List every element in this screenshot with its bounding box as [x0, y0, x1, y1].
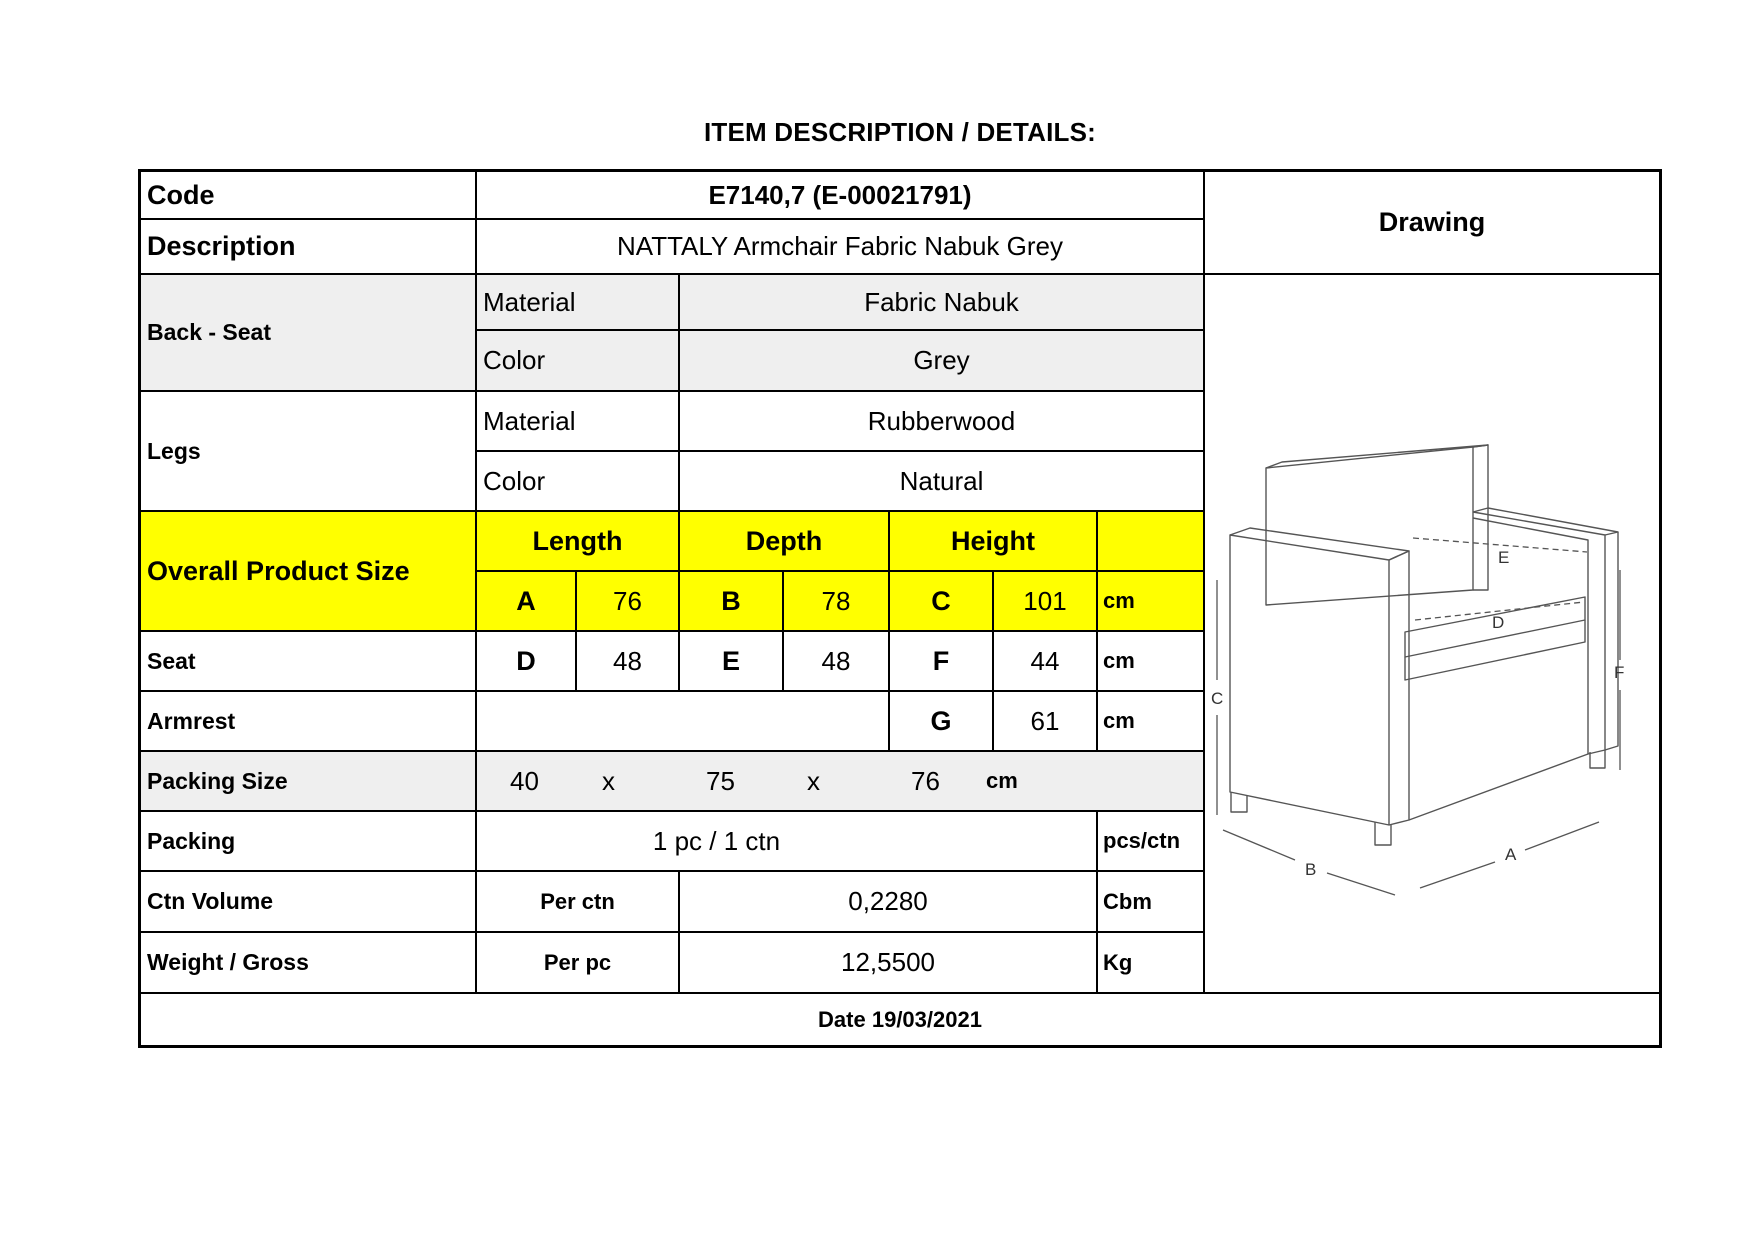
dim-d-label: D [477, 632, 577, 692]
dim-g-value: 61 [994, 692, 1098, 752]
left-armrest-side [1389, 551, 1409, 825]
legs-label: Legs [141, 392, 477, 512]
dim-a-line-right [1525, 822, 1599, 850]
packing-x-1: x [602, 765, 615, 796]
legs-material-label: Material [477, 392, 680, 452]
length-header: Length [477, 512, 680, 572]
packing-unit: pcs/ctn [1098, 812, 1205, 872]
code-label: Code [141, 172, 477, 220]
ctn-volume-value: 0,2280 [680, 872, 1098, 933]
weight-unit: Kg [1098, 933, 1205, 994]
packing-size-unit: cm [986, 768, 1018, 793]
back-seat-color: Grey [680, 331, 1205, 392]
dim-b-line-left [1223, 830, 1295, 860]
packing-depth: 75 [706, 765, 735, 796]
left-armrest-top [1230, 528, 1409, 560]
packing-size-label: Packing Size [141, 752, 477, 812]
left-armrest-front [1230, 535, 1389, 825]
legs-material: Rubberwood [680, 392, 1205, 452]
dim-a-label: A [477, 572, 577, 632]
armrest-blank [477, 692, 890, 752]
legs-color: Natural [680, 452, 1205, 512]
drawing-letter-a: A [1505, 845, 1517, 864]
code-value: E7140,7 (E-00021791) [477, 172, 1205, 220]
seat-unit: cm [1098, 632, 1205, 692]
back-seat-material-label: Material [477, 275, 680, 331]
dim-c-label: C [890, 572, 994, 632]
back-seat-color-label: Color [477, 331, 680, 392]
dim-b-line-right [1327, 873, 1395, 895]
dim-f-value: 44 [994, 632, 1098, 692]
dim-b-label: B [680, 572, 784, 632]
back-seat-label: Back - Seat [141, 275, 477, 392]
drawing-letter-e: E [1498, 548, 1510, 567]
ctn-volume-label: Ctn Volume [141, 872, 477, 933]
dim-a-line-left [1420, 862, 1495, 888]
dim-c-value: 101 [994, 572, 1098, 632]
ctn-volume-per: Per ctn [477, 872, 680, 933]
dim-e-label: E [680, 632, 784, 692]
date-footer: Date 19/03/2021 [818, 1006, 982, 1032]
right-armrest-side [1605, 532, 1618, 750]
armrest-unit: cm [1098, 692, 1205, 752]
weight-per: Per pc [477, 933, 680, 994]
dim-b-value: 78 [784, 572, 890, 632]
legs-color-label: Color [477, 452, 680, 512]
depth-header: Depth [680, 512, 890, 572]
drawing-letter-d: D [1492, 613, 1505, 632]
backrest-front [1266, 447, 1473, 605]
dim-e-value: 48 [784, 632, 890, 692]
page-title: ITEM DESCRIPTION / DETAILS: [703, 117, 1097, 147]
armrest-label: Armrest [141, 692, 477, 752]
dim-f-label: F [890, 632, 994, 692]
packing-value: 1 pc / 1 ctn [477, 812, 1098, 872]
packing-x-2: x [807, 765, 820, 796]
dim-d-value: 48 [577, 632, 680, 692]
back-seat-material: Fabric Nabuk [680, 275, 1205, 331]
drawing-letter-b: B [1305, 860, 1317, 879]
drawing-letter-c: C [1211, 689, 1224, 708]
overall-unit: cm [1098, 572, 1205, 632]
packing-label: Packing [141, 812, 477, 872]
height-header: Height [890, 512, 1098, 572]
armchair-drawing [1195, 270, 1624, 990]
dim-g-label: G [890, 692, 994, 752]
ctn-volume-unit: Cbm [1098, 872, 1205, 933]
base-line [1409, 754, 1588, 820]
weight-label: Weight / Gross [141, 933, 477, 994]
packing-width: 40 [510, 765, 539, 796]
unit-header-blank [1098, 512, 1205, 572]
seat-label: Seat [141, 632, 477, 692]
description-value: NATTALY Armchair Fabric Nabuk Grey [477, 220, 1205, 275]
weight-value: 12,5500 [680, 933, 1098, 994]
backrest-side [1473, 445, 1488, 590]
overall-size-label: Overall Product Size [141, 512, 477, 632]
drawing-letter-f: F [1614, 663, 1624, 682]
packing-size-values [477, 752, 1205, 812]
description-label: Description [141, 220, 477, 275]
drawing-header: Drawing [1205, 172, 1659, 275]
dim-a-value: 76 [577, 572, 680, 632]
packing-height: 76 [911, 765, 940, 796]
